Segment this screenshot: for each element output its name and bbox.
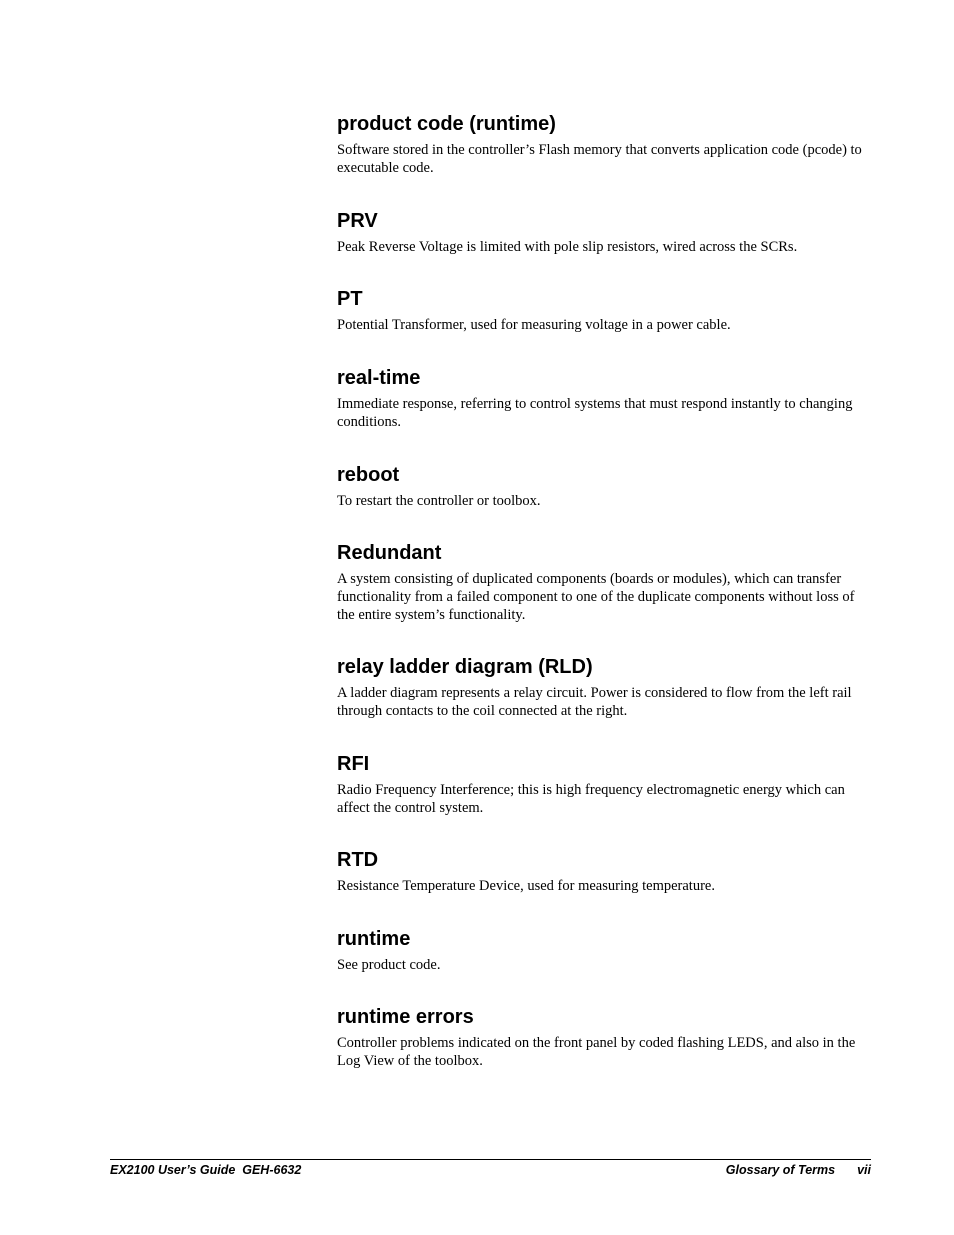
glossary-definition: Controller problems indicated on the front panel by coded flashing LEDS, and also in the Log View of the toolbox.: [337, 1035, 856, 1069]
glossary-entry: [337, 208, 869, 286]
glossary-definition: Potential Transformer, used for measuring voltage in a power cable.: [337, 317, 731, 333]
glossary-entry: [337, 1004, 869, 1070]
footer-section-title: Glossary of Terms: [725, 1163, 836, 1177]
glossary-definition: Resistance Temperature Device, used for measuring temperature.: [337, 878, 715, 894]
glossary-entry: [337, 751, 869, 847]
glossary-term: PT: [337, 288, 363, 310]
glossary-definition: A ladder diagram represents a relay circuit. Power is considered to flow from the left rail through contacts to the coil connected at the right.: [337, 685, 852, 719]
footer-divider: [110, 1159, 871, 1160]
glossary-entry: [337, 926, 869, 1004]
glossary-entry: [337, 286, 869, 365]
glossary-term: PRV: [337, 210, 378, 232]
glossary-term: runtime: [337, 928, 411, 950]
glossary-definition: A system consisting of duplicated components (boards or modules), which can transfer functionality from a failed component to one of the duplicate components without loss of the entire system’s functionality.: [337, 571, 855, 623]
glossary-definition: Radio Frequency Interference; this is high frequency electromagnetic energy which can affect the control system.: [337, 782, 845, 816]
glossary-content: [337, 111, 869, 1070]
glossary-term: reboot: [337, 464, 400, 486]
glossary-term: product code (runtime): [337, 113, 556, 135]
glossary-entry: [337, 847, 869, 926]
glossary-entry: [337, 540, 869, 654]
glossary-term: Redundant: [337, 542, 442, 564]
glossary-definition: Peak Reverse Voltage is limited with pole slip resistors, wired across the SCRs.: [337, 239, 798, 255]
glossary-definition: Immediate response, referring to control systems that must respond instantly to changing conditions.: [337, 396, 853, 430]
glossary-entry: [337, 654, 869, 751]
glossary-entry: [337, 365, 869, 462]
footer-right-group: [726, 1162, 871, 1178]
glossary-definition: Software stored in the controller’s Flash memory that converts application code (pcode) to executable code.: [337, 142, 862, 176]
footer-document-title: EX2100 User’s Guide GEH-6632: [110, 1163, 302, 1177]
glossary-entry: [337, 462, 869, 540]
glossary-definition: To restart the controller or toolbox.: [337, 493, 541, 509]
footer-page-number: vii: [857, 1163, 871, 1177]
glossary-definition: See product code.: [337, 957, 441, 973]
glossary-entry: [337, 111, 869, 208]
glossary-term: real-time: [337, 367, 421, 389]
glossary-term: RFI: [337, 753, 370, 775]
glossary-term: RTD: [337, 849, 379, 871]
glossary-term: runtime errors: [337, 1006, 474, 1028]
glossary-term: relay ladder diagram (RLD): [337, 656, 593, 678]
